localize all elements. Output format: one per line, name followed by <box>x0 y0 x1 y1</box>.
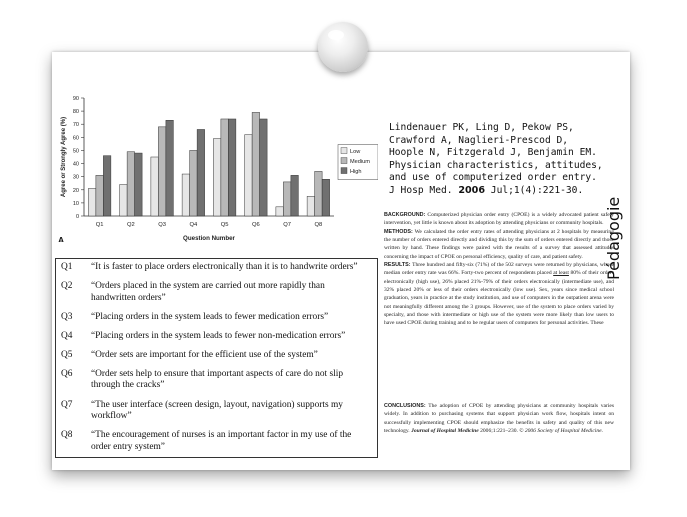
legend-swatch <box>341 158 347 164</box>
results-text-b: 80% of their orders electronically (high use), 26% placed 21%-79% of their orders electronically (intermediate use), and 32% placed 20% or less of their orders electronically (low use). Sex, years since medical school graduation, years in practice at the study institution, and use of computers in the outpatient arena were not meaningfully different among the 3 groups. However, use of the system to place orders varied by specialty, and those with intermediate or high use of the system were more likely than low users to have used CPOE during training and to be regular users of computers for personal activities. These <box>384 270 614 327</box>
question-text: “Placing orders in the system leads to fewer non-medication errors” <box>91 330 346 341</box>
methods-label: METHODS: <box>384 228 413 235</box>
y-tick-label: 70 <box>72 122 79 129</box>
question-row <box>56 262 377 274</box>
bar <box>252 112 260 216</box>
bar <box>96 175 104 216</box>
abstract <box>384 211 614 328</box>
legend-swatch <box>341 168 347 174</box>
question-number: Q6 <box>61 368 73 379</box>
question-number: Q7 <box>61 399 73 410</box>
citation-text: Lindenauer PK, Ling D, Pekow PS, Crawford A, Naglieri-Prescod D, Hoople N, Fitzgerald J, Benjamin EM. Physician characteristics, attitudes, and use of computerized order entry. J Hosp Med. <box>389 122 603 196</box>
bar <box>221 119 229 216</box>
question-row <box>56 312 377 324</box>
bar <box>213 139 221 216</box>
bar-chart <box>56 92 378 242</box>
bar <box>245 135 253 216</box>
x-tick-label: Q4 <box>189 222 198 228</box>
bar <box>135 153 143 216</box>
citation-rest: Jul;1(4):221-30. <box>485 184 584 196</box>
y-tick-label: 0 <box>75 214 79 220</box>
question-row <box>56 281 377 304</box>
legend-label: Medium <box>350 158 370 165</box>
bar <box>291 175 299 216</box>
bar <box>182 174 190 216</box>
conclusions-label: CONCLUSIONS: <box>384 403 426 409</box>
results-label: RESULTS: <box>384 262 411 269</box>
question-number: Q1 <box>61 262 73 272</box>
question-text: “Order sets help to ensure that important aspects of care do not slip through the cracks” <box>91 368 344 391</box>
question-row <box>56 331 377 343</box>
question-text: “Order sets are important for the efficient use of the system” <box>91 349 318 360</box>
bar <box>103 156 111 216</box>
results-text-a: Three hundred and fifty-six (71%) of the 502 surveys were returned by physicians, whose median order entry rate was 66%. Forty-two percent of respondents placed <box>384 262 614 277</box>
y-tick-label: 10 <box>72 200 79 207</box>
legend-label: Low <box>350 148 361 155</box>
bar <box>151 157 159 216</box>
citation-year: 2006 <box>458 184 486 196</box>
bar <box>315 171 323 216</box>
x-tick-label: Q3 <box>158 222 166 228</box>
y-axis-label: Agree or Strongly Agree (%) <box>61 116 67 198</box>
bar <box>322 179 330 216</box>
y-tick-label: 90 <box>72 96 79 102</box>
bar <box>276 207 284 216</box>
background-text: Computerized physician order entry (CPOE) is a widely advocated patient safety intervention, yet little is known about its adoption by attending physicians or community hospitals. <box>384 212 614 227</box>
question-number: Q4 <box>61 330 73 341</box>
x-tick-label: Q6 <box>252 222 260 228</box>
x-tick-label: Q7 <box>283 222 291 228</box>
x-tick-label: Q8 <box>314 222 323 228</box>
question-row <box>56 400 377 423</box>
legend-swatch <box>341 148 347 154</box>
y-tick-label: 50 <box>72 148 79 155</box>
conclusions <box>384 402 614 435</box>
bar <box>283 182 291 216</box>
copyright: © 2006 Society of Hospital Medicine. <box>519 428 603 435</box>
questions-table <box>55 258 378 458</box>
question-number: Q2 <box>61 281 73 292</box>
y-tick-label: 20 <box>72 187 79 194</box>
pushpin-shine <box>328 30 344 40</box>
y-tick-label: 30 <box>72 174 79 181</box>
background-label: BACKGROUND: <box>384 212 426 218</box>
pushpin-icon <box>318 22 368 72</box>
bar <box>88 188 96 216</box>
bar <box>228 119 236 216</box>
question-row <box>56 430 377 453</box>
question-row <box>56 350 377 362</box>
bar <box>260 119 268 216</box>
x-axis-label: Question Number <box>183 235 235 242</box>
journal-name: Journal of Hospital Medicine <box>411 428 479 435</box>
y-tick-label: 40 <box>72 161 79 168</box>
panel-label: A <box>58 235 65 242</box>
question-text: “It is faster to place orders electronically than it is to handwrite orders” <box>91 262 358 272</box>
x-tick-label: Q5 <box>220 222 229 228</box>
question-text: “Placing orders in the system leads to fewer medication errors” <box>91 311 329 322</box>
legend-label: High <box>350 168 362 175</box>
bar <box>197 129 205 216</box>
question-number: Q5 <box>61 349 73 360</box>
bar <box>127 152 135 216</box>
journal-ref: 2006;1:221–230. <box>478 428 518 435</box>
citation <box>389 122 604 198</box>
conclusions-text: The adoption of CPOE by attending physicians at community hospitals varies widely. In addition to purchasing systems that support physician work flow, hospitals intent on successfully implementing CPOE should emphasize the benefits in safety and quality of this new technology. <box>384 403 614 435</box>
question-text: “Orders placed in the system are carried out more rapidly than handwritten orders” <box>91 281 325 303</box>
bar <box>307 196 315 216</box>
results-underlined: at least <box>553 270 569 277</box>
x-tick-label: Q1 <box>95 222 104 228</box>
question-text: “The encouragement of nurses is an important factor in my use of the order entry system” <box>91 430 352 452</box>
question-number: Q8 <box>61 430 73 441</box>
question-number: Q3 <box>61 311 73 322</box>
methods-text: We calculated the order entry rates of attending physicians at 2 hospitals by measuring the number of orders entered directly and dividing this by the sum of orders entered directly and those written by hand. These findings were paired with the results of a survey that assessed attitudes concerning the impact of CPOE on personal efficiency, quality of care, and patient safety. <box>384 228 614 260</box>
question-row <box>56 369 377 392</box>
y-tick-label: 60 <box>72 135 79 142</box>
x-tick-label: Q2 <box>127 222 135 228</box>
bar <box>166 120 174 216</box>
question-text: “The user interface (screen design, layout, navigation) supports my workflow” <box>91 399 343 422</box>
bar <box>158 127 166 216</box>
bar <box>190 150 198 216</box>
y-tick-label: 80 <box>72 109 79 116</box>
bar <box>120 185 128 216</box>
side-label: Pédagogie <box>604 196 623 280</box>
